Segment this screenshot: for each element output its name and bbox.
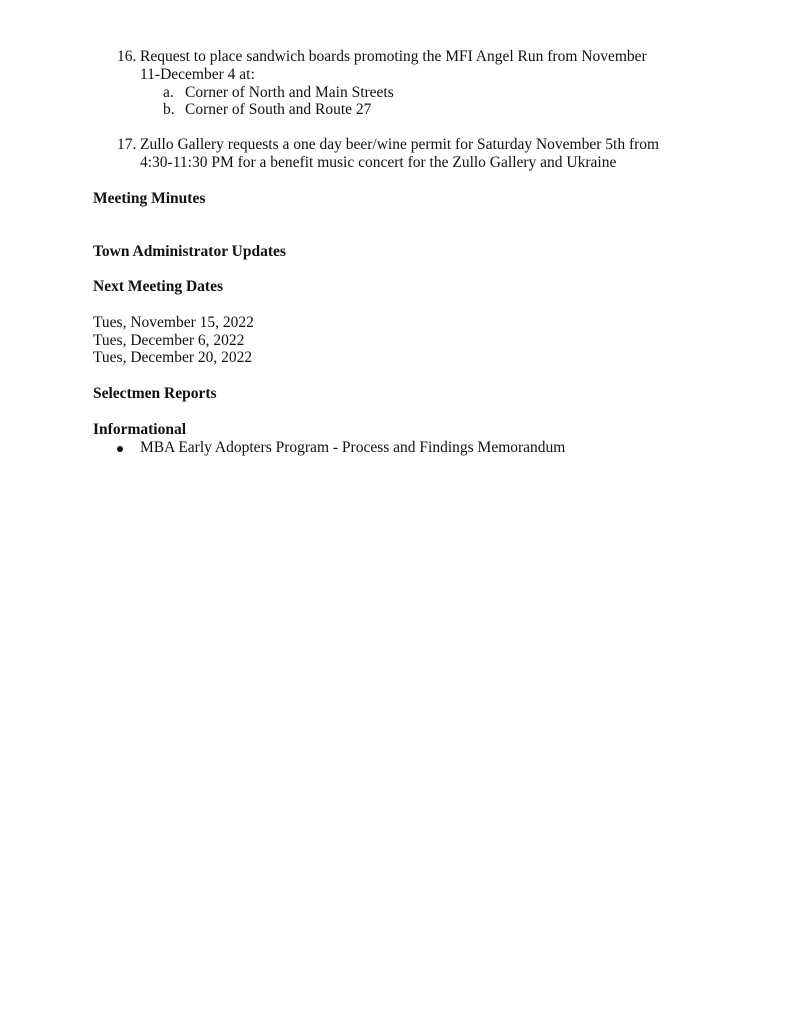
subitem-a <box>163 84 394 102</box>
bullet-icon <box>117 446 123 452</box>
meeting-date: Tues, December 6, 2022 <box>93 332 245 349</box>
subitem-letter: a. <box>163 84 174 101</box>
item-text-line1: Request to place sandwich boards promoting the MFI Angel Run from November <box>140 48 647 65</box>
agenda-item-17 <box>117 136 659 154</box>
heading-meeting-minutes: Meeting Minutes <box>93 190 206 207</box>
subitem-letter: b. <box>163 101 175 118</box>
meeting-date: Tues, December 20, 2022 <box>93 349 253 366</box>
informational-item: MBA Early Adopters Program - Process and Findings Memorandum <box>140 439 566 456</box>
heading-next-meeting-dates: Next Meeting Dates <box>93 278 223 295</box>
heading-informational: Informational <box>93 421 186 438</box>
subitem-text: Corner of North and Main Streets <box>185 84 394 101</box>
agenda-item-16 <box>117 48 647 66</box>
agenda-item-16-continuation: 11-December 4 at: <box>140 66 255 83</box>
subitem-b <box>163 101 371 119</box>
item-text-line1: Zullo Gallery requests a one day beer/wine permit for Saturday November 5th from <box>140 136 660 153</box>
heading-selectmen-reports: Selectmen Reports <box>93 385 217 402</box>
item-number: 17. <box>117 136 137 153</box>
subitem-text: Corner of South and Route 27 <box>185 101 372 118</box>
meeting-date: Tues, November 15, 2022 <box>93 314 254 331</box>
agenda-item-17-continuation: 4:30-11:30 PM for a benefit music concert for the Zullo Gallery and Ukraine <box>140 154 617 171</box>
heading-town-admin-updates: Town Administrator Updates <box>93 243 286 260</box>
item-number: 16. <box>117 48 137 65</box>
